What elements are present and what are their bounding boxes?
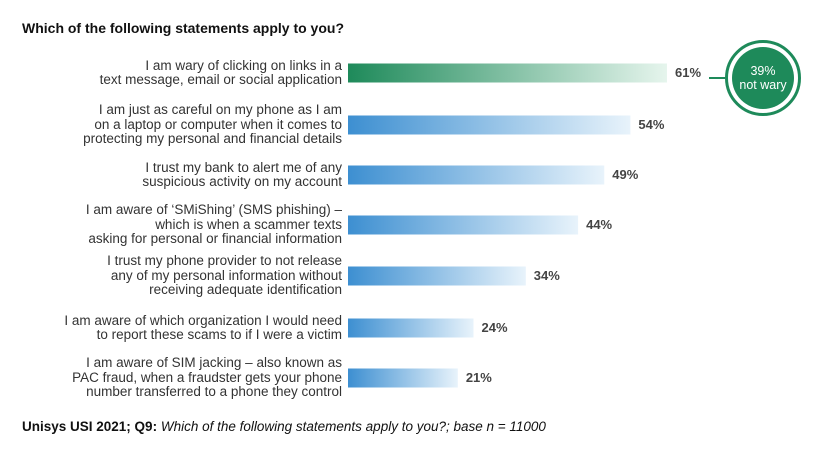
value-label-6: 24% xyxy=(481,320,508,335)
chart-footer xyxy=(22,419,546,434)
bar-5 xyxy=(348,267,526,286)
footer-source: Unisys USI 2021; Q9: xyxy=(22,419,158,434)
value-label-7: 21% xyxy=(465,370,492,385)
category-label-4-line-1: I am aware of ‘SMiShing’ (SMS phishing) – xyxy=(85,202,342,218)
bar-1 xyxy=(348,64,667,83)
category-label-2-line-3: protecting my personal and financial details xyxy=(83,131,342,147)
category-label-7-line-2: PAC fraud, when a fraudster gets your phone xyxy=(72,369,342,385)
category-label-6-line-1: I am aware of which organization I would need xyxy=(64,312,342,328)
bar-4 xyxy=(348,216,578,235)
value-label-4: 44% xyxy=(586,217,613,232)
category-label-5-line-1: I trust my phone provider to not release xyxy=(107,253,342,269)
category-label-5-line-2: any of my personal information without xyxy=(110,267,342,283)
chart-title: Which of the following statements apply to you? xyxy=(22,20,344,36)
category-label-5-line-3: receiving adequate identification xyxy=(149,282,342,298)
value-label-2: 54% xyxy=(638,117,665,132)
badge-value: 39% xyxy=(750,64,776,78)
bar-6 xyxy=(348,319,474,338)
badge-label: not wary xyxy=(739,78,787,92)
category-label-3 xyxy=(26,161,342,190)
category-label-5 xyxy=(26,254,342,298)
category-label-7-line-3: number transferred to a phone they control xyxy=(86,384,342,400)
category-label-2-line-2: on a laptop or computer when it comes to xyxy=(94,116,342,132)
category-label-6-line-2: to report these scams to if I were a victim xyxy=(96,327,342,342)
category-label-3-line-1: I trust my bank to alert me of any xyxy=(145,159,342,175)
bars-group xyxy=(348,64,667,388)
value-label-5: 34% xyxy=(533,268,560,283)
value-label-3: 49% xyxy=(612,167,639,182)
category-label-1-line-2: text message, email or social application xyxy=(99,72,342,87)
category-label-4-line-2: which is when a scammer texts xyxy=(155,216,342,232)
category-label-2-line-1: I am just as careful on my phone as I am xyxy=(98,102,342,118)
category-label-7 xyxy=(26,356,342,400)
bar-3 xyxy=(348,166,604,185)
category-label-7-line-1: I am aware of SIM jacking – also known as xyxy=(86,355,342,371)
bar-7 xyxy=(348,369,458,388)
bar-2 xyxy=(348,116,630,135)
category-label-3-line-2: suspicious activity on my account xyxy=(142,174,342,189)
category-label-1 xyxy=(26,59,342,88)
category-label-1-line-1: I am wary of clicking on links in a xyxy=(145,57,342,73)
category-label-2 xyxy=(26,103,342,147)
category-label-4 xyxy=(26,203,342,247)
category-label-6 xyxy=(26,314,342,343)
value-label-1: 61% xyxy=(675,65,702,80)
not-wary-badge xyxy=(725,40,801,116)
footer-question: Which of the following statements apply to you?; base n = 11000 xyxy=(160,419,546,434)
badge-connector xyxy=(709,77,725,79)
category-label-4-line-3: asking for personal or financial information xyxy=(88,231,342,247)
